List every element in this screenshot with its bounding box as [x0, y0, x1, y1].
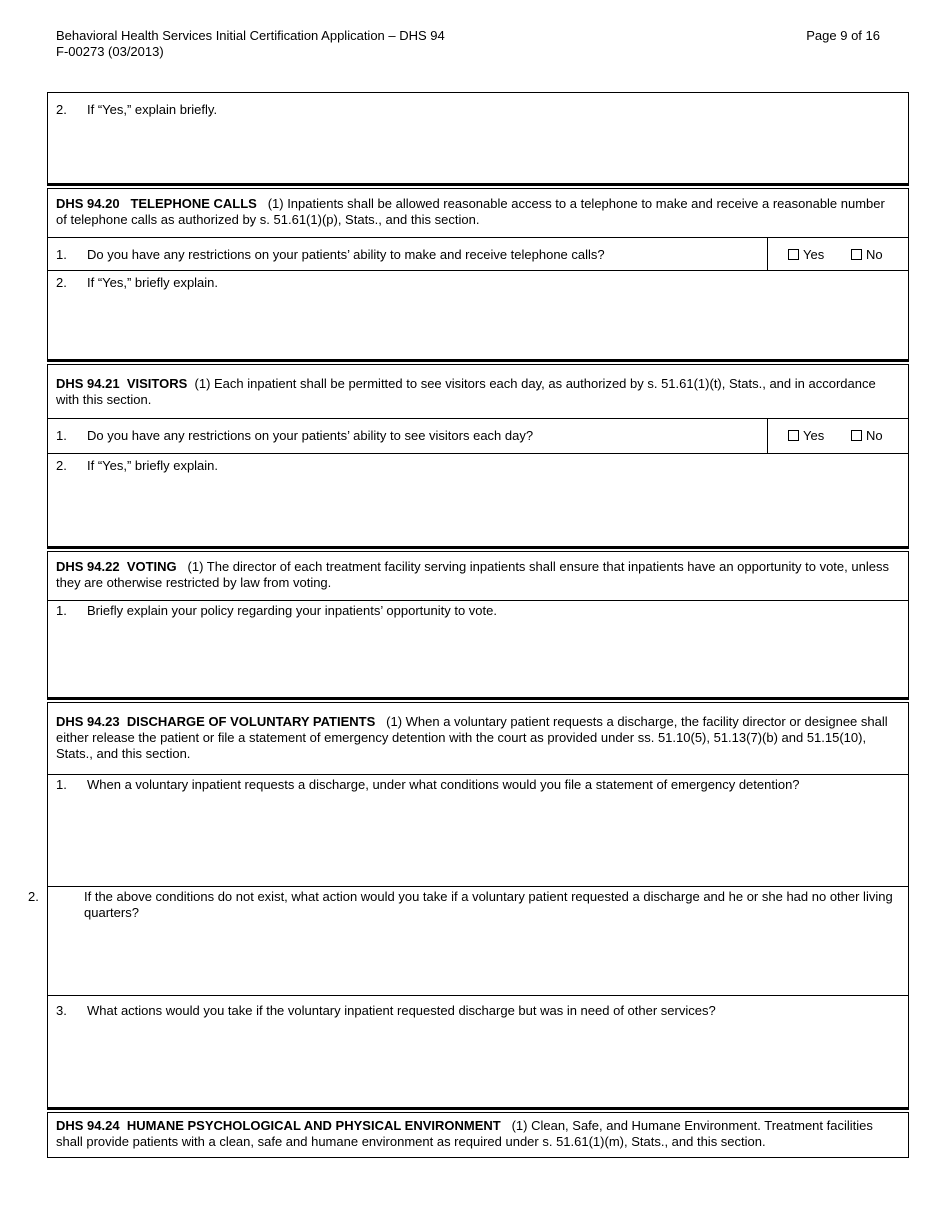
form-number: F-00273 (03/2013)	[56, 44, 164, 59]
checkbox-icon	[851, 249, 862, 260]
visitors-q2-row[interactable]: 2. If “Yes,” briefly explain.	[47, 453, 909, 546]
voting-q1-row[interactable]: 1. Briefly explain your policy regarding your inpatients’ opportunity to vote.	[47, 600, 909, 697]
visitors-no-checkbox[interactable]: No	[851, 428, 883, 444]
prev-section-explain-row[interactable]: 2. If “Yes,” explain briefly.	[47, 92, 909, 183]
checkbox-icon	[788, 430, 799, 441]
visitors-q1-yes-no	[767, 419, 908, 454]
telephone-no-checkbox[interactable]: No	[851, 247, 883, 263]
discharge-q2-row[interactable]: 2. If the above conditions do not exist, what action would you take if a voluntary patient requested a discharge and he or she had no other living quarters?	[47, 886, 909, 996]
discharge-q3-row[interactable]: 3. What actions would you take if the voluntary inpatient requested discharge but was in need of other services?	[47, 995, 909, 1107]
checkbox-icon	[788, 249, 799, 260]
page-number: Page 9 of 16	[806, 28, 880, 43]
section-visitors-header: DHS 94.21 VISITORS (1) Each inpatient shall be permitted to see visitors each day, as authorized by s. 51.61(1)(t), Stats., and in accordance with this section.	[47, 365, 909, 418]
visitors-q1-row: 1. Do you have any restrictions on your patients’ ability to see visitors each day? Yes No	[47, 418, 909, 454]
section-discharge-header: DHS 94.23 DISCHARGE OF VOLUNTARY PATIENTS (1) When a voluntary patient requests a discharge, the facility director or designee shall either release the patient or file a statement of emergency detention with the court as provided under ss. 51.10(5), 51.13(7)(b) and 51.15(10), Stats., and this section.	[47, 703, 909, 774]
visitors-yes-checkbox[interactable]: Yes	[788, 428, 824, 444]
form-title: Behavioral Health Services Initial Certification Application – DHS 94	[56, 28, 445, 43]
section-environment-header: DHS 94.24 HUMANE PSYCHOLOGICAL AND PHYSICAL ENVIRONMENT (1) Clean, Safe, and Humane Environment. Treatment facilities shall provide patients with a clean, safe and humane environment as required under s. 51.61(1)(m), Stats., and this section.	[47, 1113, 909, 1157]
section-telephone-header: DHS 94.20 TELEPHONE CALLS (1) Inpatients shall be allowed reasonable access to a telephone to make and receive a reasonable number of telephone calls as authorized by s. 51.61(1)(p), Stats., and this section.	[47, 189, 909, 237]
discharge-q1-row[interactable]: 1. When a voluntary inpatient requests a discharge, under what conditions would you file a statement of emergency detention?	[47, 774, 909, 887]
telephone-q1-yes-no	[767, 238, 908, 271]
telephone-q2-row[interactable]: 2. If “Yes,” briefly explain.	[47, 270, 909, 359]
telephone-yes-checkbox[interactable]: Yes	[788, 247, 824, 263]
checkbox-icon	[851, 430, 862, 441]
telephone-q1-row: 1. Do you have any restrictions on your patients’ ability to make and receive telephone calls? Yes No	[47, 237, 909, 271]
section-voting-header: DHS 94.22 VOTING (1) The director of each treatment facility serving inpatients shall ensure that inpatients have an opportunity to vote, unless they are otherwise restricted by law from voting.	[47, 552, 909, 600]
form-bottom-border	[47, 1157, 909, 1158]
